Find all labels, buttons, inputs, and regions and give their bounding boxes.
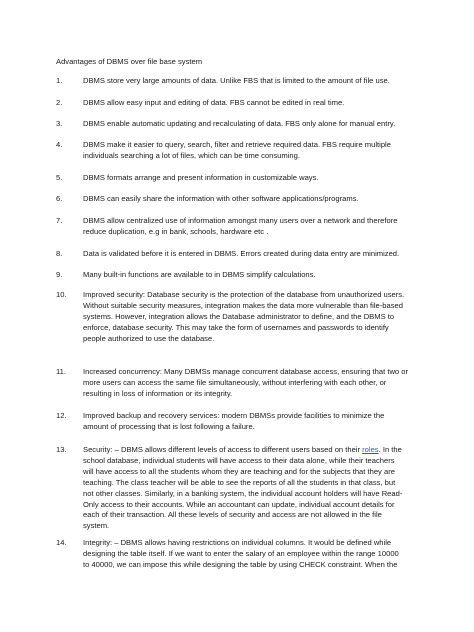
text-line: Security: – DBMS allows different levels of access to different users based on their roles. In the	[83, 445, 402, 454]
list-item-text	[83, 119, 432, 130]
text-line: people authorized to use the database.	[83, 333, 215, 343]
list-item-number: 10.	[56, 290, 67, 299]
text-line: to 40000, we can impose this while designing the table by using CHECK constraint. When the	[83, 559, 398, 569]
list-item-text	[83, 290, 432, 345]
list-item-number: 11.	[56, 367, 66, 376]
text-line: Improved backup and recovery services: modern DBMSs provide facilities to minimize the	[83, 411, 385, 420]
list-item-text	[83, 76, 432, 87]
text-line: Integrity: – DBMS allows having restrictions on individual columns. It would be defined while	[83, 538, 392, 547]
list-item-number: 9.	[56, 270, 63, 279]
text-line: DBMS make it easier to query, search, filter and retrieve required data. FBS require multiple	[83, 140, 391, 149]
document-title: Advantages of DBMS over file base system	[56, 57, 203, 66]
text-line: Many built-in functions are available to in DBMS simplify calculations.	[83, 270, 316, 279]
text-line: not other classes. Similarly, in a banking system, the individual account holders will have Read-	[83, 488, 403, 498]
list-item-number: 14.	[56, 538, 67, 547]
text-line: Without suitable security measures, integration makes the data more vulnerable than file-based	[83, 300, 403, 310]
text-line: resulting in loss of information or its integrity.	[83, 388, 233, 398]
text-line: Increased concurrency: Many DBMSs manage concurrent database access, ensuring that two or	[83, 367, 409, 376]
list-item-text	[83, 216, 432, 238]
list-item-text	[83, 140, 432, 162]
text-line: more users can access the same file simultaneously, without interfering with each other, or	[83, 377, 387, 387]
list-item-text	[83, 173, 432, 184]
text-line: Only access to their accounts. While an accountant can update, individual account details for	[83, 499, 395, 509]
list-item-text	[83, 445, 432, 532]
text-line: Data is validated before it is entered in DBMS. Errors created during data entry are minimized.	[83, 249, 400, 258]
text-line: DBMS store very large amounts of data. Unlike FBS that is limited to the amount of file use.	[83, 76, 390, 85]
list-item-number: 6.	[56, 194, 63, 203]
list-item-text	[83, 270, 432, 281]
list-item-number: 3.	[56, 119, 63, 128]
list-item-text	[83, 194, 432, 205]
text-line: individuals searching a lot of files, which can be time consuming.	[83, 150, 300, 160]
list-item-text	[83, 367, 432, 400]
list-item-number: 13.	[56, 445, 67, 454]
list-item-text	[83, 411, 432, 433]
text-line: enforce, database security. This may take the form of usernames and passwords to identify	[83, 322, 389, 332]
list-item-text	[83, 538, 432, 571]
text-line: systems. However, integration allows the Database administrator to define, and the DBMS to	[83, 311, 395, 321]
text-line: DBMS enable automatic updating and recalculating of data. FBS only alone for manual entry.	[83, 119, 396, 128]
list-item-number: 7.	[56, 216, 63, 225]
text-line: teaching. The class teacher will be able to see the reports of all the students in that class, but	[83, 477, 396, 487]
text-line: each of their transaction. All these levels of security and access are not allowed in the file	[83, 510, 382, 520]
text-line: DBMS formats arrange and present information in customizable ways.	[83, 173, 319, 182]
list-item-number: 12.	[56, 411, 67, 420]
text-line: system.	[83, 521, 110, 531]
list-item-text	[83, 249, 432, 260]
list-item-text	[83, 98, 432, 109]
text-line: designing the table itself. If we want to enter the salary of an employee within the range 10000	[83, 548, 399, 558]
text-line: Improved security: Database security is the protection of the database from unauthorized users.	[83, 290, 405, 299]
text-line: reduce duplication, e.g in bank, schools, hardware etc .	[83, 226, 269, 236]
list-item-number: 1.	[56, 76, 63, 85]
list-item-number: 5.	[56, 173, 63, 182]
text-line: will have access to all the students whom they are teaching and for the subjects that they are	[83, 466, 395, 476]
list-item-number: 8.	[56, 249, 63, 258]
list-item-number: 4.	[56, 140, 63, 149]
text-line: DBMS allow centralized use of information amongst many users over a network and therefore	[83, 216, 398, 225]
text-line: DBMS can easily share the information with other software applications/programs.	[83, 194, 359, 203]
text-line: school database, individual students will have access to their data alone, while their teachers	[83, 455, 395, 465]
list-item-number: 2.	[56, 98, 63, 107]
roles-link[interactable]: roles	[362, 445, 379, 454]
text-line: DBMS allow easy input and editing of data. FBS cannot be edited in real time.	[83, 98, 345, 107]
text-line: amount of processing that is lost following a failure.	[83, 421, 255, 431]
